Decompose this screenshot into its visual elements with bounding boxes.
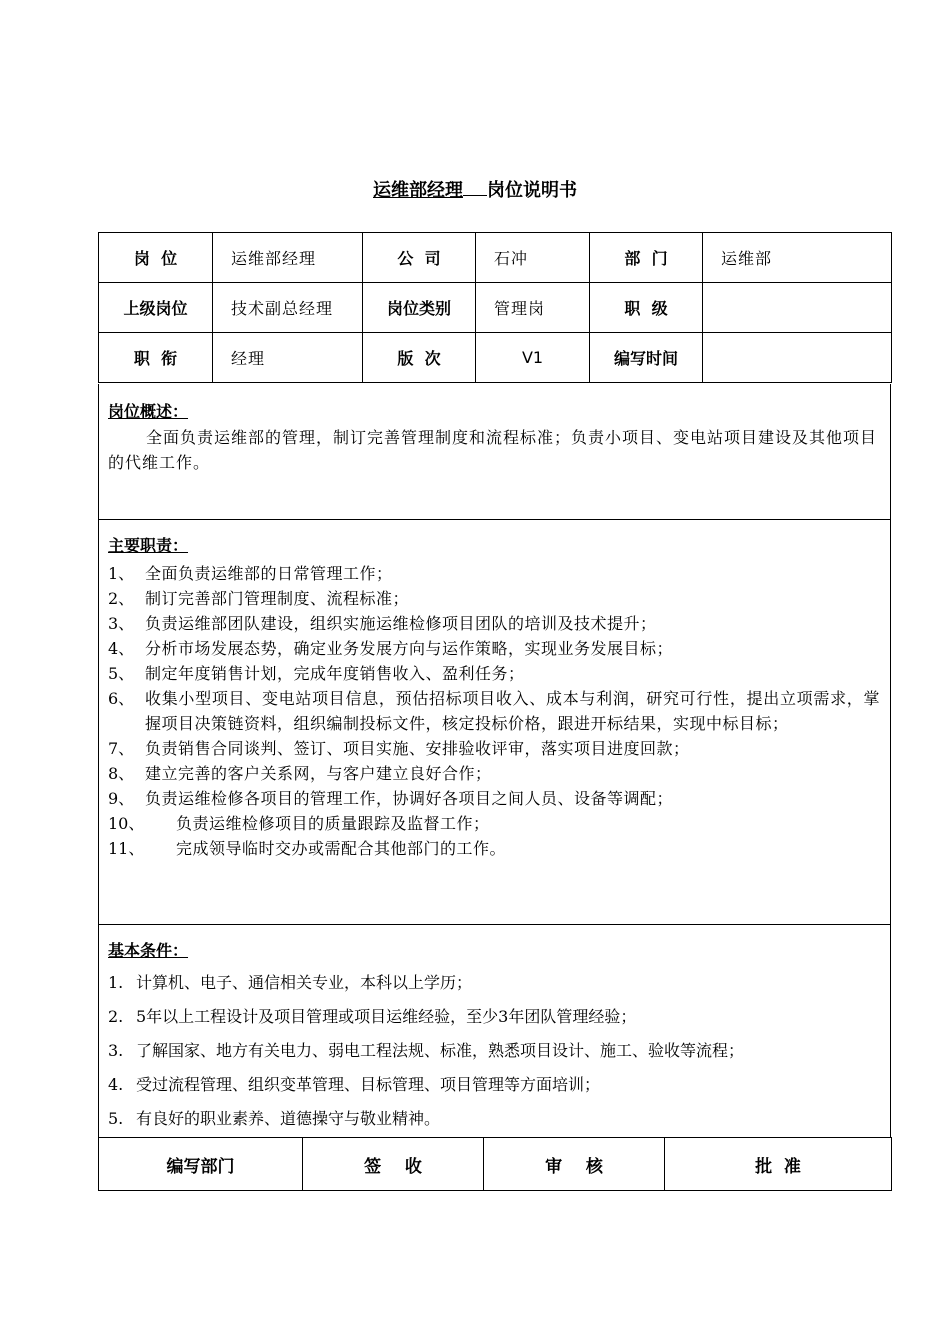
duty-number: 6、 [108, 689, 135, 708]
footer-review: 审 核 [484, 1138, 665, 1191]
list-item [108, 1034, 880, 1068]
duty-text: 建立完善的客户关系网，与客户建立良好合作； [145, 764, 492, 783]
list-item [108, 686, 880, 736]
conditions-list [108, 966, 880, 1136]
duty-text: 分析市场发展态势，确定业务发展方向与运作策略，实现业务发展目标； [145, 639, 674, 658]
value-company: 石冲 [476, 233, 590, 283]
duty-text: 完成领导临时交办或需配合其他部门的工作。 [176, 839, 507, 858]
job-info-table [98, 232, 892, 383]
condition-text: 有良好的职业素养、道德操守与敬业精神。 [136, 1109, 441, 1128]
duty-text: 负责运维部团队建设，组织实施运维检修项目团队的培训及技术提升； [145, 614, 657, 633]
list-item [108, 786, 880, 811]
label-department: 部 门 [590, 233, 703, 283]
duty-number: 5、 [108, 664, 135, 683]
list-item [108, 1000, 880, 1034]
value-title: 经理 [213, 333, 363, 383]
condition-number: 1. [108, 973, 124, 992]
value-superior: 技术副总经理 [213, 283, 363, 333]
duty-number: 9、 [108, 789, 135, 808]
duty-number: 2、 [108, 589, 135, 608]
value-written-date [703, 333, 892, 383]
condition-number: 5. [108, 1109, 124, 1128]
condition-text: 了解国家、地方有关电力、弱电工程法规、标准，熟悉项目设计、施工、验收等流程； [136, 1041, 745, 1060]
duties-heading: 主要职责： [108, 536, 189, 555]
list-item [108, 836, 880, 861]
value-position: 运维部经理 [213, 233, 363, 283]
list-item [108, 561, 880, 586]
label-category: 岗位类别 [363, 283, 476, 333]
title-underline-gap [463, 181, 487, 196]
duties-list [108, 561, 880, 861]
label-written-date: 编写时间 [590, 333, 703, 383]
value-version: V1 [476, 333, 590, 383]
list-item [108, 966, 880, 1000]
footer-writing-dept: 编写部门 [99, 1138, 303, 1191]
info-row [99, 233, 892, 283]
list-item [108, 661, 880, 686]
title-doc-name: 岗位说明书 [487, 180, 577, 201]
list-item [108, 611, 880, 636]
duty-number: 8、 [108, 764, 135, 783]
duty-number: 11、 [108, 839, 145, 858]
value-department: 运维部 [703, 233, 892, 283]
duty-number: 1、 [108, 564, 135, 583]
overview-section [98, 384, 891, 520]
label-position: 岗 位 [99, 233, 213, 283]
duty-number: 3、 [108, 614, 135, 633]
condition-number: 4. [108, 1075, 124, 1094]
approval-table [98, 1137, 892, 1191]
duty-number: 7、 [108, 739, 135, 758]
info-row [99, 283, 892, 333]
list-item [108, 736, 880, 761]
condition-text: 受过流程管理、组织变革管理、目标管理、项目管理等方面培训； [136, 1075, 601, 1094]
label-title: 职 衔 [99, 333, 213, 383]
footer-approve: 批 准 [665, 1138, 892, 1191]
condition-number: 3. [108, 1041, 124, 1060]
duty-text: 全面负责运维部的日常管理工作； [145, 564, 393, 583]
overview-text: 全面负责运维部的管理，制订完善管理制度和流程标准；负责小项目、变电站项目建设及其他项目的代维工作。 [108, 428, 878, 472]
label-version: 版 次 [363, 333, 476, 383]
value-grade [703, 283, 892, 333]
label-superior: 上级岗位 [99, 283, 213, 333]
duty-number: 10、 [108, 814, 145, 833]
condition-text: 5年以上工程设计及项目管理或项目运维经验，至少3年团队管理经验； [136, 1007, 637, 1026]
list-item [108, 811, 880, 836]
conditions-section [98, 925, 891, 1137]
label-grade: 职 级 [590, 283, 703, 333]
list-item [108, 636, 880, 661]
list-item [108, 1102, 880, 1136]
duty-text: 制订完善部门管理制度、流程标准； [145, 589, 410, 608]
document-title [0, 176, 950, 202]
overview-heading: 岗位概述： [108, 402, 189, 421]
duty-number: 4、 [108, 639, 135, 658]
condition-text: 计算机、电子、通信相关专业，本科以上学历； [136, 973, 473, 992]
title-job-name: 运维部经理 [373, 180, 463, 201]
duties-section [98, 520, 891, 925]
duty-text: 负责销售合同谈判、签订、项目实施、安排验收评审，落实项目进度回款； [145, 739, 690, 758]
list-item [108, 761, 880, 786]
duty-text: 收集小型项目、变电站项目信息，预估招标项目收入、成本与利润，研究可行性，提出立项需求，掌握项目决策链资料，组织编制投标文件，核定投标价格，跟进开标结果，实现中标目标； [145, 689, 880, 733]
condition-number: 2. [108, 1007, 124, 1026]
duty-text: 负责运维检修项目的质量跟踪及监督工作； [176, 814, 490, 833]
list-item [108, 586, 880, 611]
value-category: 管理岗 [476, 283, 590, 333]
duty-text: 负责运维检修各项目的管理工作，协调好各项目之间人员、设备等调配； [145, 789, 674, 808]
footer-sign-off: 签 收 [303, 1138, 484, 1191]
label-company: 公 司 [363, 233, 476, 283]
info-row [99, 333, 892, 383]
approval-row [99, 1138, 892, 1191]
conditions-heading: 基本条件： [108, 941, 189, 960]
list-item [108, 1068, 880, 1102]
duty-text: 制定年度销售计划，完成年度销售收入、盈利任务； [145, 664, 525, 683]
